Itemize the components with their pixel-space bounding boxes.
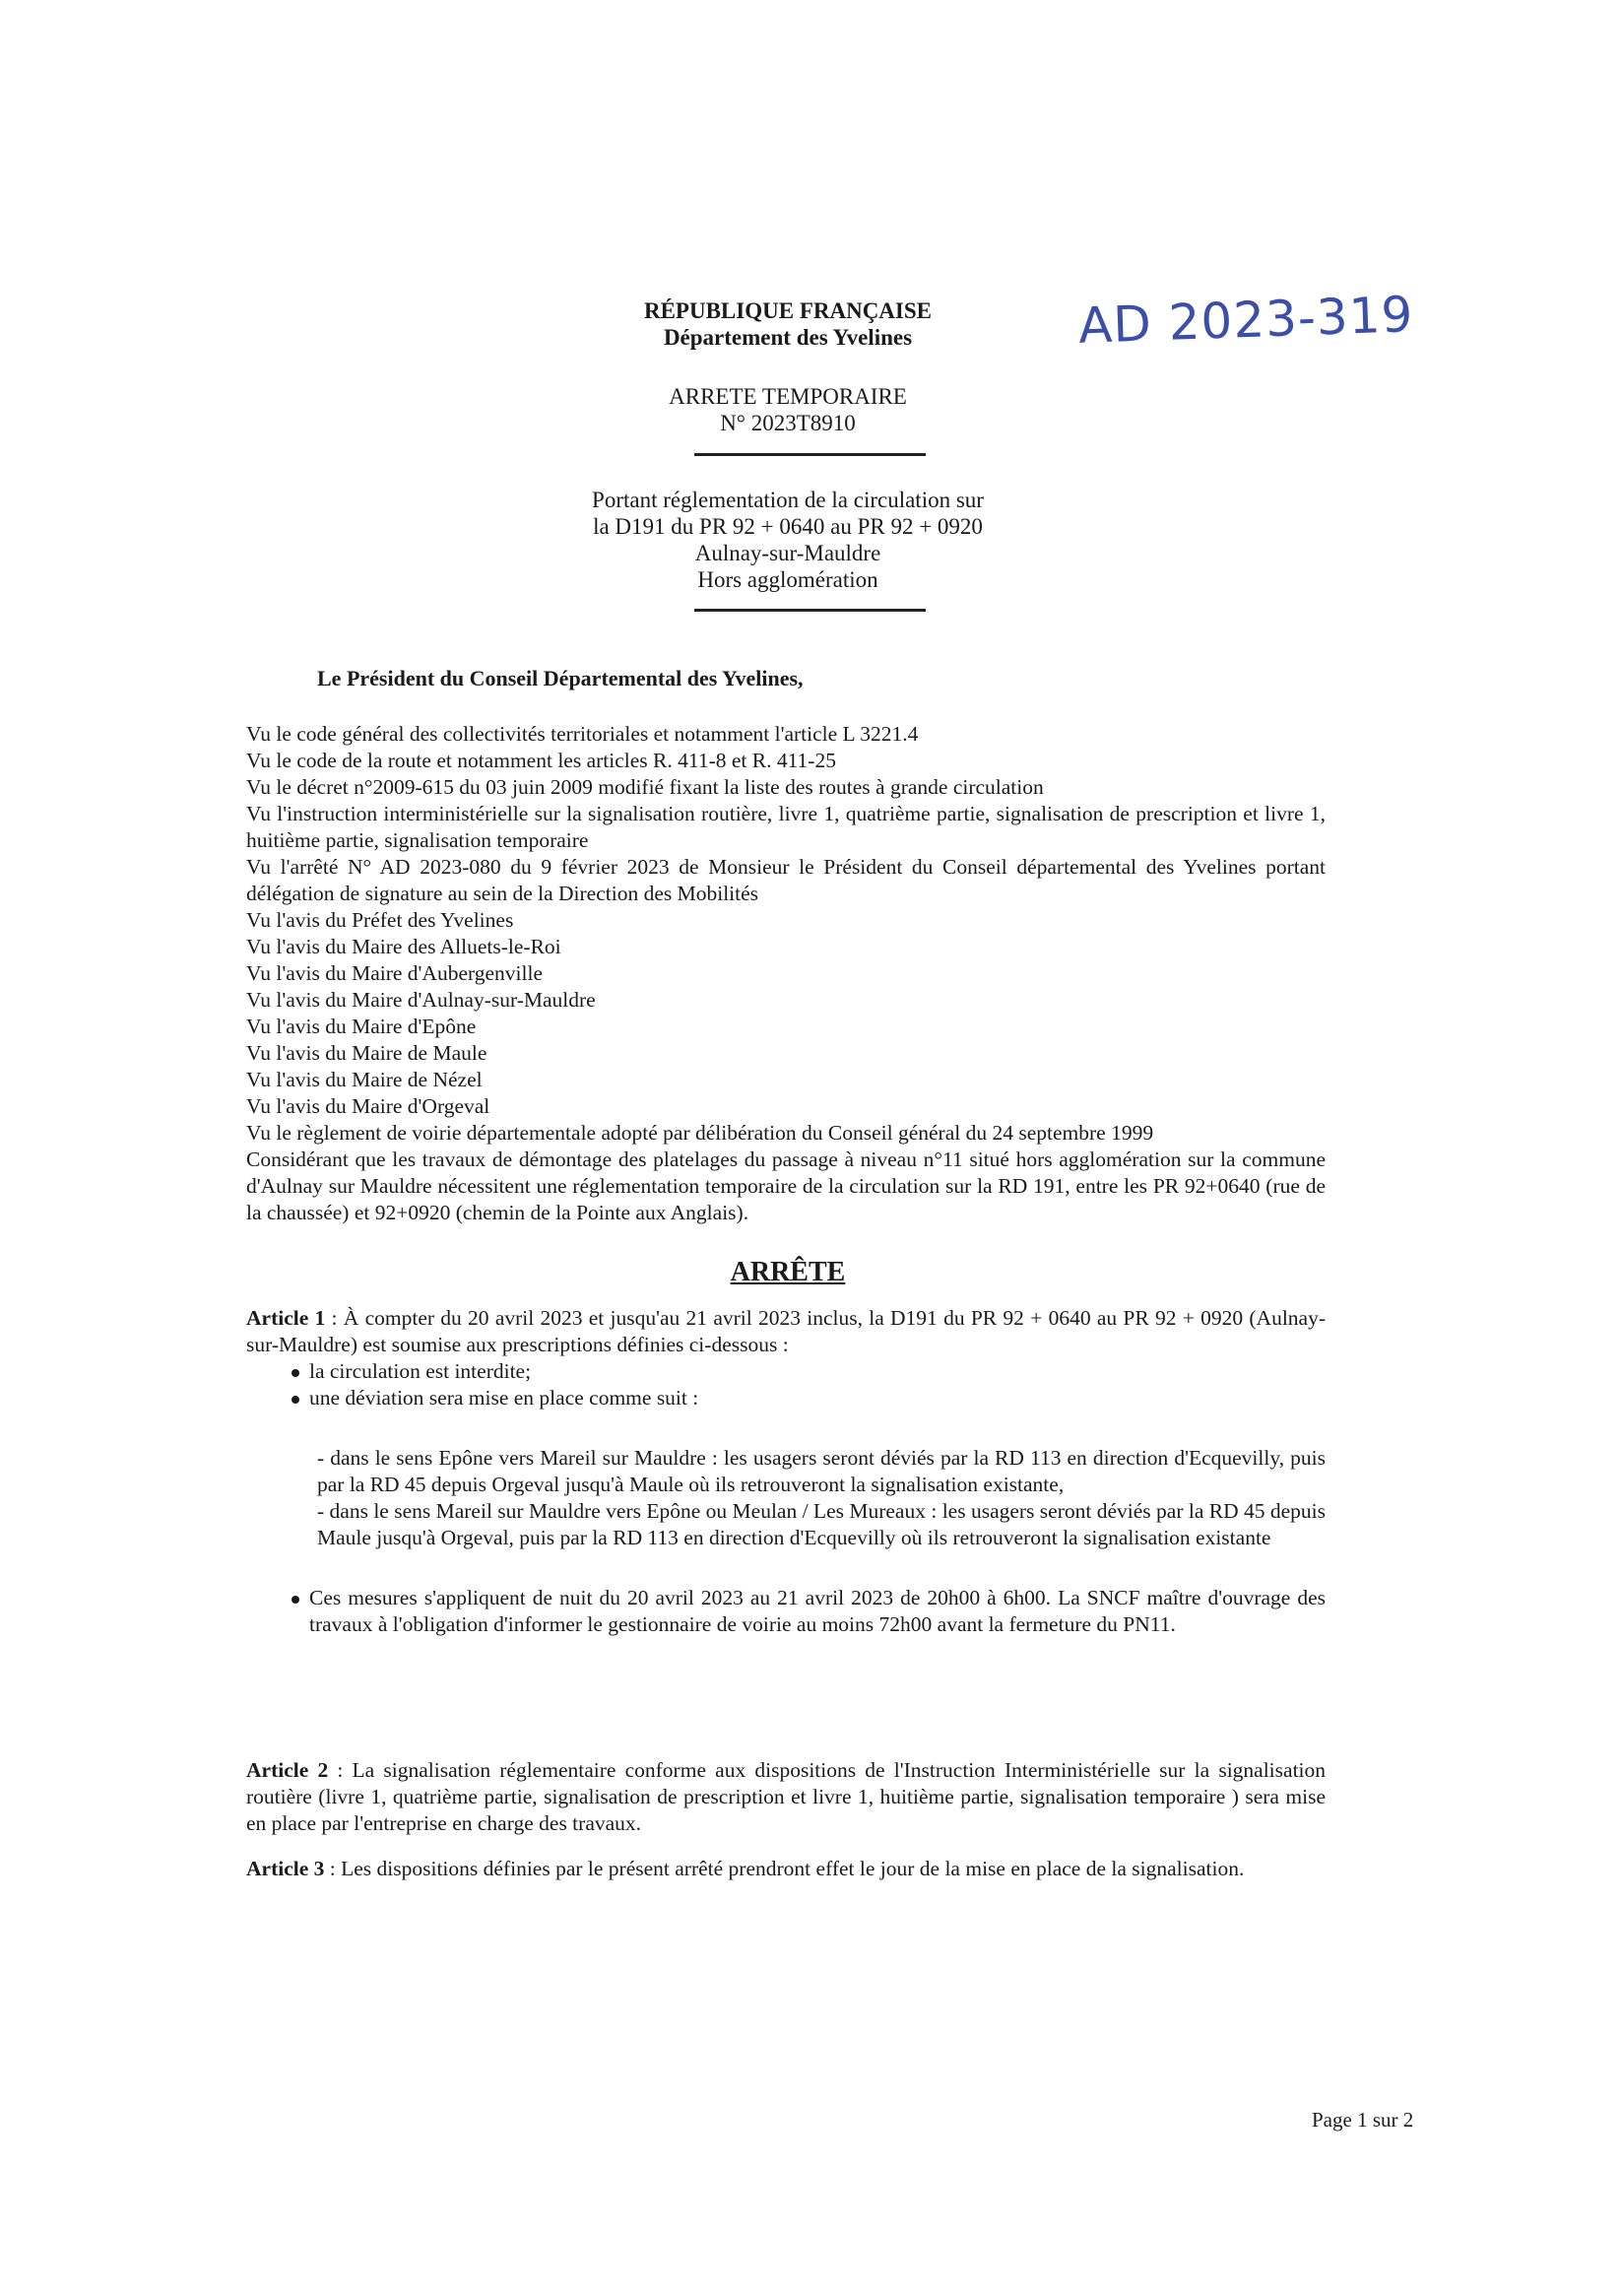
article-1-text: : À compter du 20 avril 2023 et jusqu'au 21 avril 2023 inclus, la D191 du PR 92 + 0640 au PR 92 + 0920 (Aulnay-sur-Mauldre) est soumise aux prescriptions définies ci-dessous :: [246, 1306, 1326, 1356]
arrete-heading: ARRÊTE: [730, 1257, 846, 1287]
article-1: [246, 1305, 1326, 1638]
considerant-paragraph: Considérant que les travaux de démontage des platelages du passage à niveau n°11 situé hors agglomération sur la commune d'Aulnay sur Mauldre nécessitent une réglementation temporaire de la circulation sur la RD 191, entre les PR 92+0640 (rue de la chaussée) et 92+0920 (chemin de la Pointe aux Anglais).: [246, 1148, 1326, 1224]
deviation-2: - dans le sens Mareil sur Mauldre vers Epône ou Meulan / Les Mureaux : les usagers seront déviés par la RD 45 depuis Maule jusqu'à Orgeval, puis par la RD 113 en direction d'Ecquevilly où ils retrouveront la signalisation existante: [317, 1499, 1326, 1549]
subject-line-4: Hors agglomération: [697, 567, 878, 592]
subject-divider: [694, 609, 926, 612]
article-3-text: : Les dispositions définies par le présent arrêté prendront effet le jour de la mise en place de la signalisation.: [324, 1857, 1245, 1880]
bullet-icon: [292, 1369, 299, 1377]
arrete-type: ARRETE TEMPORAIRE: [669, 384, 907, 409]
arrete-number: N° 2023T8910: [720, 411, 856, 435]
article-1-label: Article 1: [246, 1306, 326, 1330]
visa-item: Vu le règlement de voirie départementale adopté par délibération du Conseil général du 24 septembre 1999: [246, 1121, 1154, 1145]
visa-item: Vu l'avis du Maire de Maule: [246, 1041, 487, 1065]
article-1-measures: [246, 1585, 1326, 1638]
list-item: [246, 1385, 1326, 1411]
visa-item: Vu l'avis du Maire d'Epône: [246, 1015, 477, 1038]
bullet-text: une déviation sera mise en place comme suit :: [309, 1386, 699, 1410]
visa-item: Vu l'avis du Maire des Alluets-le-Roi: [246, 935, 561, 958]
visa-item: Vu l'avis du Maire d'Orgeval: [246, 1094, 490, 1118]
header-divider: [694, 453, 926, 456]
visa-item: Vu l'avis du Maire de Nézel: [246, 1068, 483, 1091]
article-2-text: : La signalisation réglementaire conforme aux dispositions de l'Instruction Interministérielle sur la signalisation routière (livre 1, quatrième partie, signalisation de prescription et livre 1, huitième partie, signalisation temporaire ) sera mise en place par l'entreprise en charge des travaux.: [246, 1758, 1327, 1835]
handwritten-reference: AD 2023-319: [1077, 286, 1415, 355]
visa-item: Vu le décret n°2009-615 du 03 juin 2009 modifié fixant la liste des routes à grande circulation: [246, 775, 1044, 799]
article-2-label: Article 2: [246, 1758, 329, 1782]
bullet-icon: [292, 1396, 299, 1404]
visas-section: [246, 721, 1326, 1226]
bullet-text: Ces mesures s'appliquent de nuit du 20 avril 2023 au 21 avril 2023 de 20h00 à 6h00. La SNCF maître d'ouvrage des travaux à l'obligation d'informer le gestionnaire de voirie au moins 72h00 avant la fermeture du PN11.: [309, 1586, 1326, 1636]
article-2: [246, 1757, 1326, 1837]
bullet-text: la circulation est interdite;: [309, 1359, 532, 1383]
president-title: Le Président du Conseil Départemental des Yvelines,: [317, 666, 804, 690]
visa-item: Vu l'instruction interministérielle sur la signalisation routière, livre 1, quatrième partie, signalisation de prescription et livre 1, huitième partie, signalisation temporaire: [246, 802, 1326, 852]
republique-title: RÉPUBLIQUE FRANÇAISE: [643, 298, 932, 323]
bullet-icon: [292, 1596, 299, 1604]
visa-item: Vu le code général des collectivités territoriales et notamment l'article L 3221.4: [246, 722, 919, 746]
visa-item: Vu le code de la route et notamment les articles R. 411-8 et R. 411-25: [246, 749, 836, 772]
article-3-label: Article 3: [246, 1857, 325, 1880]
subject-line-3: Aulnay-sur-Mauldre: [694, 541, 881, 565]
page-number: Page 1 sur 2: [1312, 2108, 1414, 2132]
departement-title: Département des Yvelines: [663, 325, 913, 350]
subject-line-1: Portant réglementation de la circulation sur: [592, 488, 984, 512]
subject-line-2: la D191 du PR 92 + 0640 au PR 92 + 0920: [593, 514, 983, 539]
list-item: [246, 1358, 1326, 1385]
list-item: [246, 1585, 1326, 1638]
visa-item: Vu l'avis du Maire d'Aubergenville: [246, 961, 544, 985]
deviation-1: - dans le sens Epône vers Mareil sur Mauldre : les usagers seront déviés par la RD 113 en direction d'Ecquevilly, puis par la RD 45 depuis Orgeval jusqu'à Maule où ils retrouveront la signalisation existante,: [317, 1446, 1326, 1496]
article-3: [246, 1856, 1326, 1882]
visa-item: Vu l'avis du Maire d'Aulnay-sur-Mauldre: [246, 988, 596, 1012]
visa-item: Vu l'arrêté N° AD 2023-080 du 9 février 2023 de Monsieur le Président du Conseil départemental des Yvelines portant délégation de signature au sein de la Direction des Mobilités: [246, 855, 1326, 905]
article-1-bullets: [246, 1358, 1326, 1411]
visa-item: Vu l'avis du Préfet des Yvelines: [246, 908, 514, 932]
